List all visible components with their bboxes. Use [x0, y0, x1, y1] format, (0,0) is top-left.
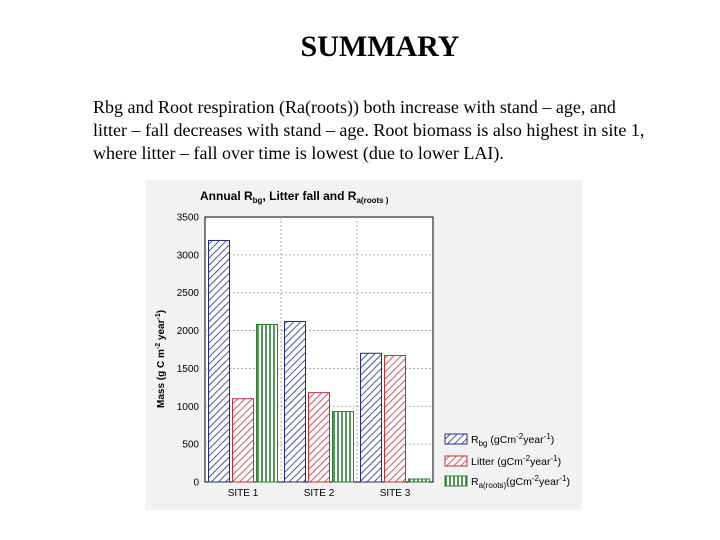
y-axis-label: Mass (g C $m^{-2}$ year$^{-1}$) — [155, 309, 167, 408]
bar-rbg-site-2 — [285, 321, 306, 482]
slide-title: SUMMARY — [300, 30, 460, 63]
legend — [445, 432, 570, 490]
x-tick-label: SITE 2 — [303, 488, 335, 499]
y-tick-label: 0 — [193, 477, 199, 489]
y-tick-label: 500 — [182, 439, 199, 451]
bar-ra-roots-site-1 — [257, 325, 278, 482]
bar-litter-site-2 — [309, 393, 330, 482]
bar-rbg-site-1 — [209, 240, 230, 482]
y-axis-ticks — [177, 213, 200, 489]
y-tick-label: 3500 — [176, 212, 199, 224]
bar-ra-roots-site-2 — [333, 412, 354, 482]
bar-litter-site-1 — [233, 399, 254, 482]
y-tick-label: 2500 — [176, 288, 199, 300]
bar-rbg-site-3 — [361, 353, 382, 482]
legend-label-ra-roots: $R_{a(roots)}(gCm^{-2}year^{-1})$ — [471, 474, 571, 490]
chart-panel — [145, 180, 582, 510]
y-tick-label: 1500 — [176, 363, 199, 375]
legend-label-rbg: $R_{bg}$ (gCm$^{-2}$year$^{-1}$) — [471, 432, 555, 448]
bar-ra-roots-site-3 — [409, 479, 430, 482]
y-tick-label: 2000 — [176, 326, 199, 338]
chart-title: Annual $R_{bg}$, Litter fall and $R_{a(roots )}$ — [200, 189, 389, 205]
bar-litter-site-3 — [385, 356, 406, 482]
bar-chart — [145, 180, 582, 510]
y-tick-label: 3000 — [176, 250, 199, 262]
legend-swatch-rbg — [445, 434, 467, 444]
x-tick-label: SITE 1 — [227, 488, 259, 499]
legend-swatch-ra-roots — [445, 476, 467, 486]
legend-swatch-litter — [445, 456, 467, 466]
x-tick-label: SITE 3 — [379, 488, 411, 499]
summary-paragraph: Rbg and Root respiration (Ra(roots)) both increase with stand – age, and litter – fall decreases with stand – age. Root biomass is also highest in site 1, where litter – fall over time is lowest (due to lower LAI). — [93, 97, 645, 163]
y-tick-label: 1000 — [176, 401, 199, 413]
legend-label-litter: Litter (gCm$^{-2}$year$^{-1}$) — [471, 454, 562, 468]
x-axis-ticks — [228, 488, 411, 499]
